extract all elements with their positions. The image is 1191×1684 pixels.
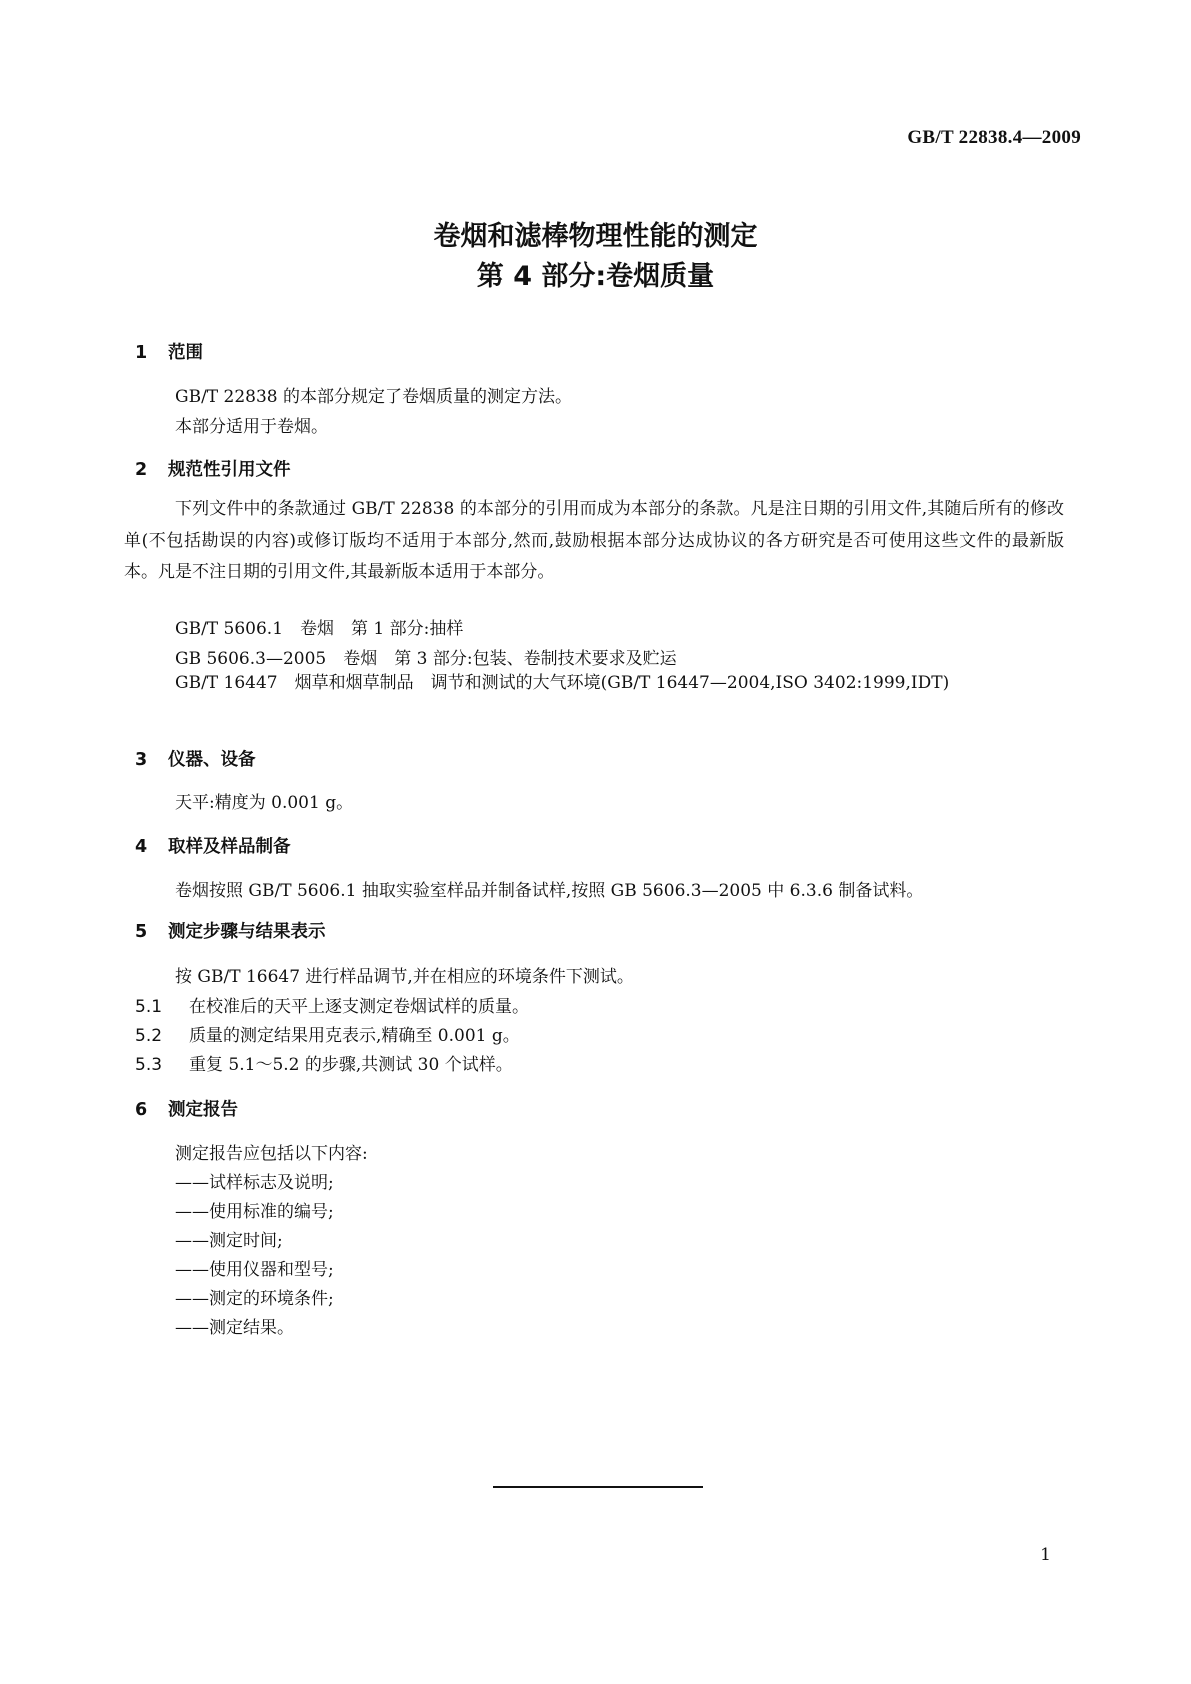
section-1-heading [135, 339, 203, 364]
section-2-heading [135, 456, 291, 481]
report-item: ——测定的环境条件; [175, 1289, 334, 1309]
section-4-heading [135, 833, 291, 858]
reference-1: GB/T 5606.1 卷烟 第 1 部分:抽样 [175, 619, 464, 639]
end-rule [493, 1486, 703, 1488]
section-number: 6 [135, 1100, 148, 1120]
section-number: 1 [135, 343, 148, 363]
report-item: ——测定时间; [175, 1231, 283, 1251]
clause-text: 在校准后的天平上逐支测定卷烟试样的质量。 [189, 997, 529, 1017]
clause-5-2 [135, 1021, 520, 1046]
section-number: 2 [135, 460, 148, 480]
section-number: 5 [135, 922, 148, 942]
section-2-intro: 下列文件中的条款通过 GB/T 22838 的本部分的引用而成为本部分的条款。凡是注日期的引用文件,其随后所有的修改单(不包括勘误的内容)或修订版均不适用于本部分,然而,鼓励根据本部分达成协议的各方研究是否可使用这些文件的最新版本。凡是不注日期的引用文件,其最新版本适用于本部分。 [124, 499, 1064, 582]
section-title: 取样及样品制备 [168, 837, 291, 857]
section-1-para-1: GB/T 22838 的本部分规定了卷烟质量的测定方法。 [175, 387, 573, 407]
section-5-para-1: 按 GB/T 16647 进行样品调节,并在相应的环境条件下测试。 [175, 967, 634, 987]
section-number: 4 [135, 837, 148, 857]
section-5-heading [135, 918, 326, 943]
report-item: ——试样标志及说明; [175, 1173, 334, 1193]
report-item: ——使用仪器和型号; [175, 1260, 334, 1280]
section-number: 3 [135, 750, 148, 770]
title-line-1: 卷烟和滤棒物理性能的测定 [433, 221, 758, 252]
reference-3: GB/T 16447 烟草和烟草制品 调节和测试的大气环境(GB/T 16447—2004,ISO 3402:1999,IDT) [175, 673, 950, 693]
section-6-intro: 测定报告应包括以下内容: [175, 1144, 368, 1164]
clause-number: 5.1 [135, 997, 163, 1017]
section-title: 规范性引用文件 [168, 460, 291, 480]
section-1-para-2: 本部分适用于卷烟。 [175, 417, 328, 437]
title-line-2: 第 4 部分:卷烟质量 [476, 261, 715, 292]
section-title: 测定报告 [168, 1100, 238, 1120]
section-title: 仪器、设备 [168, 750, 256, 770]
section-4-para-1: 卷烟按照 GB/T 5606.1 抽取实验室样品并制备试样,按照 GB 5606.3—2005 中 6.3.6 制备试料。 [175, 881, 924, 901]
standard-code: GB/T 22838.4—2009 [907, 127, 1081, 148]
report-item: ——测定结果。 [175, 1318, 294, 1338]
clause-text: 质量的测定结果用克表示,精确至 0.001 g。 [189, 1026, 520, 1046]
clause-number: 5.2 [135, 1026, 163, 1046]
section-3-heading [135, 746, 256, 771]
section-6-heading [135, 1096, 238, 1121]
clause-5-1 [135, 992, 529, 1017]
section-3-para-1: 天平:精度为 0.001 g。 [175, 793, 354, 813]
section-title: 范围 [168, 343, 203, 363]
clause-text: 重复 5.1～5.2 的步骤,共测试 30 个试样。 [189, 1055, 513, 1075]
reference-2: GB 5606.3—2005 卷烟 第 3 部分:包装、卷制技术要求及贮运 [175, 649, 677, 669]
clause-number: 5.3 [135, 1055, 163, 1075]
clause-5-3 [135, 1050, 513, 1075]
report-item: ——使用标准的编号; [175, 1202, 334, 1222]
page-number: 1 [1040, 1545, 1051, 1565]
section-title: 测定步骤与结果表示 [168, 922, 326, 942]
